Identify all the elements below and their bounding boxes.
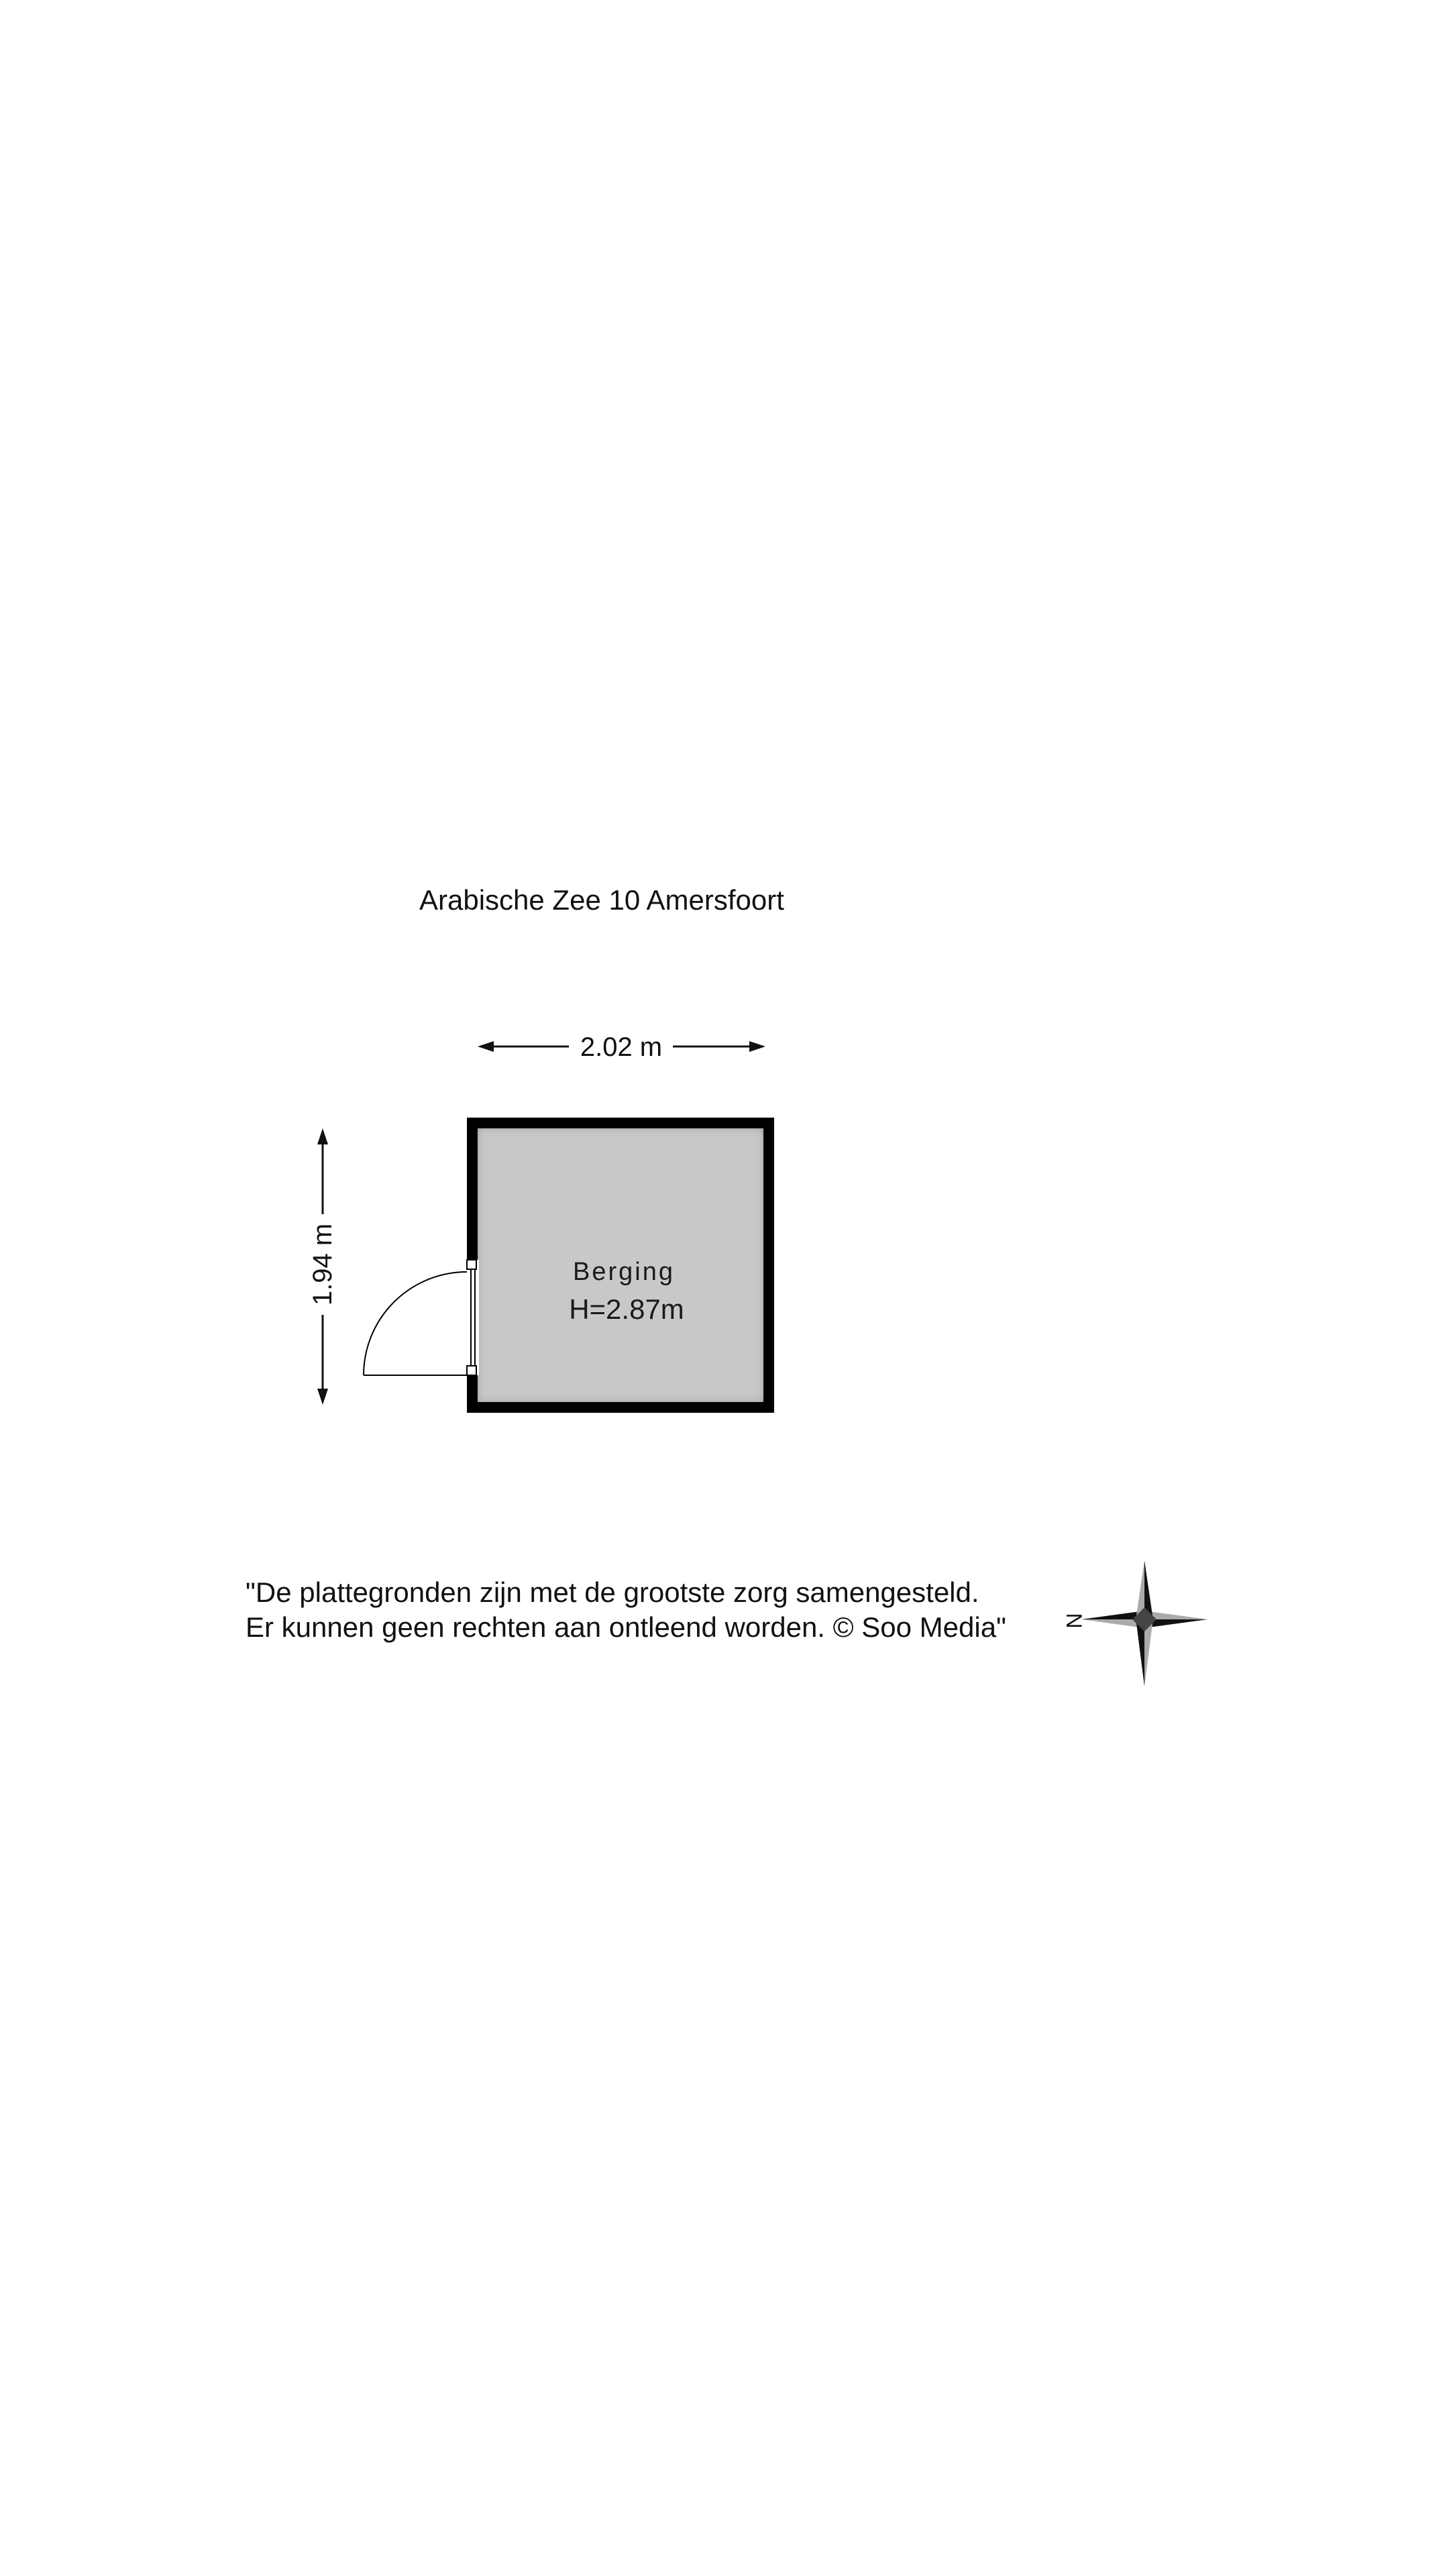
compass-center bbox=[1132, 1607, 1157, 1631]
compass-point-top-dark bbox=[1144, 1560, 1152, 1615]
disclaimer bbox=[246, 1575, 1006, 1645]
door-opening bbox=[466, 1260, 479, 1375]
width-label: 2.02 m bbox=[580, 1032, 663, 1062]
disclaimer-line-1: "De plattegronden zijn met de grootste zorg samengesteld. bbox=[246, 1576, 979, 1608]
arrow-right-icon bbox=[749, 1041, 765, 1052]
height-label: 1.94 m bbox=[308, 1223, 337, 1306]
compass-point-bottom-dark bbox=[1136, 1623, 1144, 1686]
arrow-up-icon bbox=[317, 1128, 328, 1144]
door-jamb-bottom bbox=[467, 1366, 476, 1375]
disclaimer-line-2: Er kunnen geen rechten aan ontleend worden. © Soo Media" bbox=[246, 1611, 1006, 1643]
arrow-left-icon bbox=[478, 1041, 494, 1052]
compass-point-north-light bbox=[1081, 1619, 1140, 1627]
compass-point-south-dark bbox=[1148, 1619, 1208, 1627]
width-dimension bbox=[478, 1032, 765, 1062]
room-ceiling-height: H=2.87m bbox=[569, 1293, 684, 1325]
compass-point-top-light bbox=[1136, 1560, 1144, 1615]
room-berging bbox=[364, 1118, 774, 1413]
compass-point-bottom-light bbox=[1144, 1623, 1152, 1686]
door-jamb-top bbox=[467, 1260, 476, 1269]
door-swing-arc bbox=[364, 1272, 467, 1375]
arrow-down-icon bbox=[317, 1389, 328, 1405]
compass-rose-icon bbox=[1062, 1560, 1208, 1686]
compass-north-label: N bbox=[1062, 1613, 1086, 1629]
room-name: Berging bbox=[573, 1258, 675, 1286]
compass-point-south-light bbox=[1148, 1611, 1208, 1619]
height-dimension bbox=[308, 1128, 337, 1405]
compass-point-north-dark bbox=[1081, 1611, 1140, 1619]
address-title: Arabische Zee 10 Amersfoort bbox=[419, 884, 784, 916]
